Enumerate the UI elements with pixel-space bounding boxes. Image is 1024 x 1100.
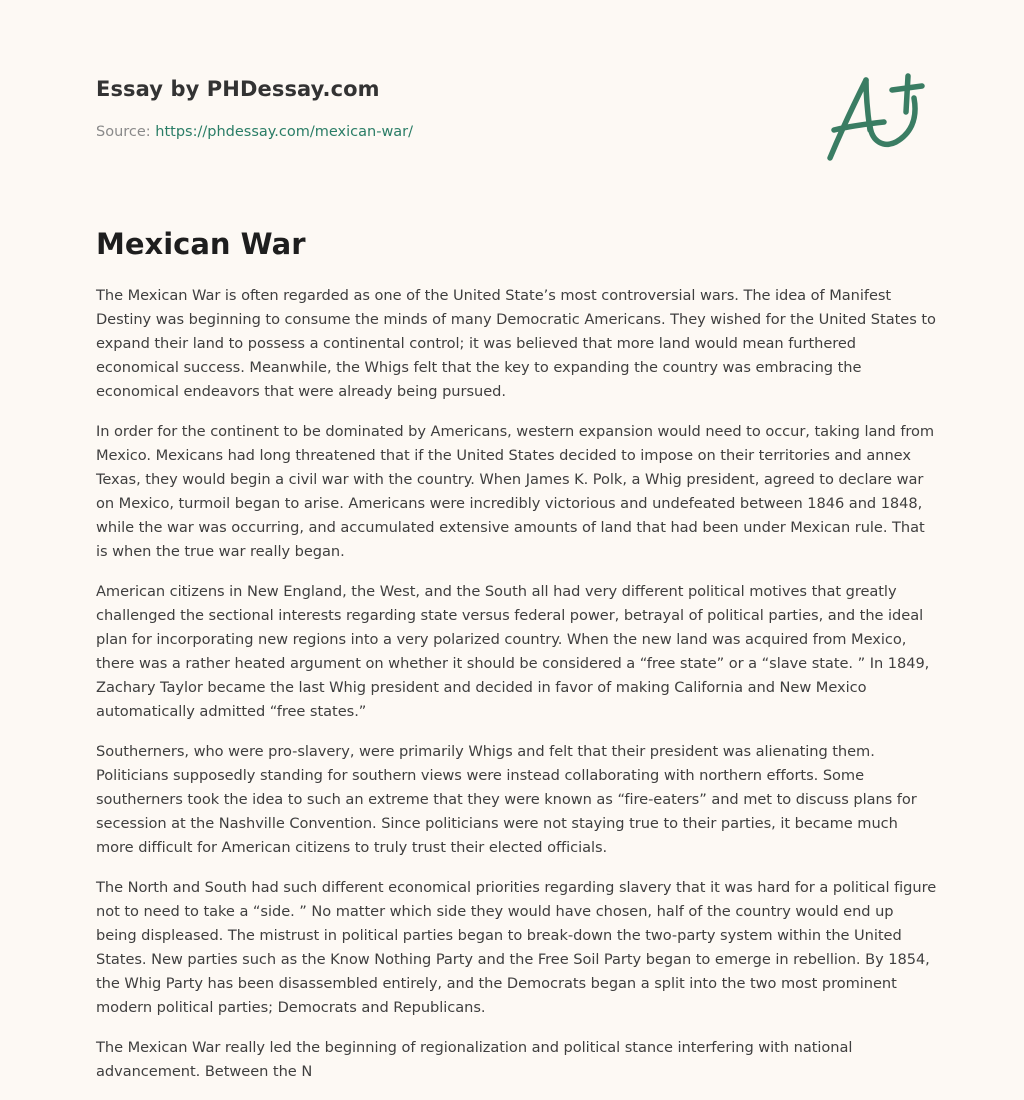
source-link[interactable]: https://phdessay.com/mexican-war/ [155,124,414,140]
essay-paragraph: The Mexican War is often regarded as one of the United State’s most controversial wars. The idea of Manifest Destiny was beginning to consume the minds of many Democratic Americans. They wished for the United States to expand their land to possess a continental control; it was believed that more land would mean furthered economical success. Meanwhile, the Whigs felt that the key to expanding the country was embracing the economical endeavors that were already being pursued. [96,287,936,400]
brand-title: Essay by PHDessay.com [96,77,380,101]
essay-paragraph: The North and South had such different economical priorities regarding slavery that it was hard for a political figure not to need to take a “side. ” No matter which side they would have chosen, half of the country would end up being displeased. The mistrust in political parties began to break-down the two-party system within the United States. New parties such as the Know Nothing Party and the Free Soil Party began to emerge in rebellion. By 1854, the Whig Party has been disassembled entirely, and the Democrats began a split into the two most prominent modern political parties; Democrats and Republicans. [96,879,937,1016]
a-plus-grade-icon [822,68,928,164]
source-label: Source: [96,124,156,140]
essay-body [96,284,938,1100]
essay-paragraph: American citizens in New England, the West, and the South all had very different political motives that greatly challenged the sectional interests regarding state versus federal power, betrayal of political parties, and the ideal plan for incorporating new regions into a very polarized country. When the new land was acquired from Mexico, there was a rather heated argument on whether it should be considered a “free state” or a “slave state. ” In 1849, Zachary Taylor became the last Whig president and decided in favor of making California and New Mexico automatically admitted “free states.” [96,583,930,720]
essay-header [96,74,796,142]
essay-paragraph: The Mexican War really led the beginning of regionalization and political stance interfering with national advancement. Between the N [96,1039,853,1080]
essay-paragraph: Southerners, who were pro-slavery, were primarily Whigs and felt that their president was alienating them. Politicians supposedly standing for southern views were instead collaborating with northern efforts. Some southerners took the idea to such an extreme that they were known as “fire-eaters” and met to discuss plans for secession at the Nashville Convention. Since politicians were not staying true to their parties, it became much more difficult for American citizens to truly trust their elected officials. [96,743,917,856]
source-line [96,122,796,142]
essay-title: Mexican War [96,227,306,261]
essay-paragraph: In order for the continent to be dominated by Americans, western expansion would need to occur, taking land from Mexico. Mexicans had long threatened that if the United States decided to impose on their territories and annex Texas, they would begin a civil war with the country. When James K. Polk, a Whig president, agreed to declare war on Mexico, turmoil began to arise. Americans were incredibly victorious and undefeated between 1846 and 1848, while the war was occurring, and accumulated extensive amounts of land that had been under Mexican rule. That is when the true war really began. [96,423,935,560]
